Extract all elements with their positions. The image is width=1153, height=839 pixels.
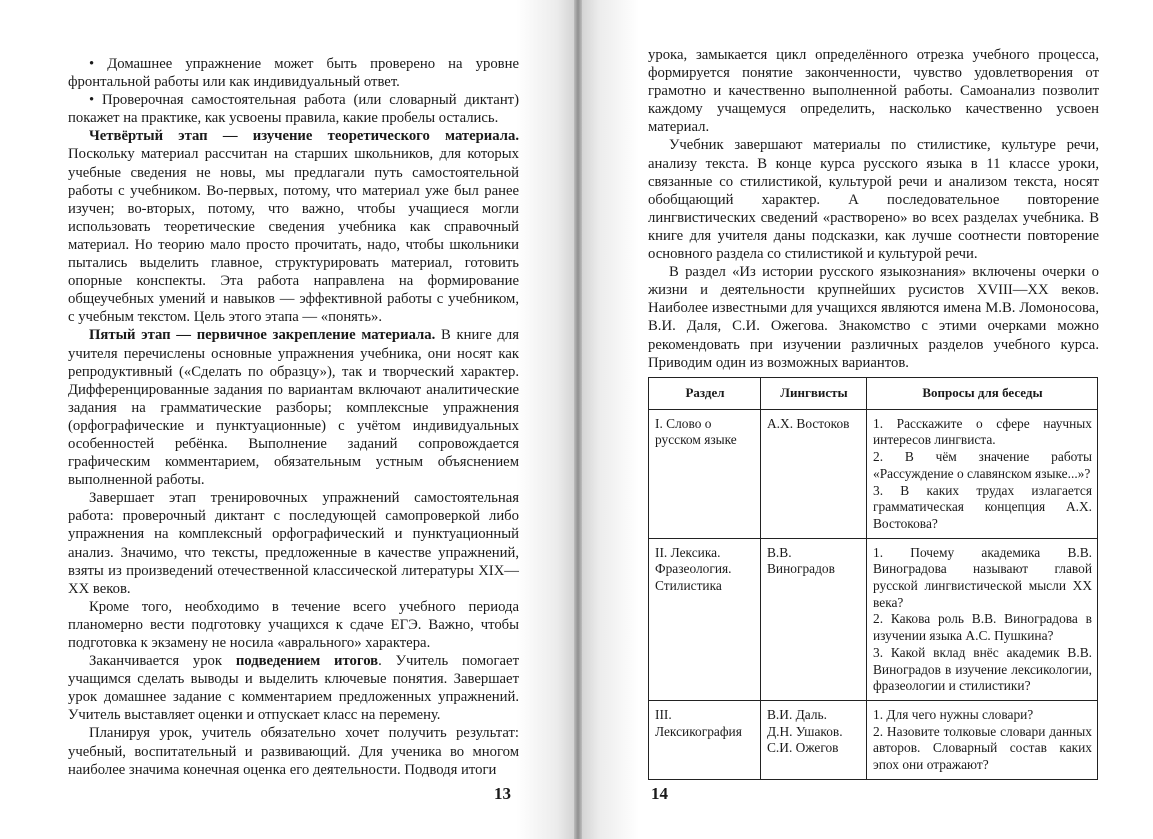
question: 2. Какова роль В.В. Виноградова в изучении языка А.С. Пушкина? [873, 611, 1092, 644]
paragraph: Четвёртый этап — изучение теоретического материала. Поскольку материал рассчитан на старших школьников, для которых учебные сведения не новы, мы предлагали путь самостоятельной работы с учебником. Во-первых, потому, что материал уже был ранее изучен; во-вторых, потому, что важно, чтобы учащиеся могли использовать теоретические сведения учебника как справочный материал. Но теорию мало просто прочитать, надо, чтобы школьники пытались выделить главное, структурировать материал, готовить опорные конспекты. Эта работа направлена на формирование общеучебных умений и навыков — эффективной работы с учебником, с учебным текстом. Цель этого этапа — «понять». [68, 128, 519, 326]
paragraph: Завершает этап тренировочных упражнений самостоятельная работа: проверочный диктант с последующей самопроверкой либо упражнения на комплексный орфографический и пунктуационный анализ. Значимо, что тексты, предложенные в качестве упражнений, взяты из произведений отечественной классической литературы XIX—XX веков. [68, 490, 519, 597]
questions-cell [867, 700, 1098, 779]
lesson-plan-table [648, 377, 1098, 780]
right-page-text [648, 46, 1099, 372]
question: 3. Какой вклад внёс академик В.В. Виноградов в изучение лексикологии, фразеологии и стилистики? [873, 644, 1092, 694]
linguist-name: В.И. Даль. [767, 706, 827, 722]
paragraph: Кроме того, необходимо в течение всего учебного периода планомерно вести подготовку учащихся к сдаче ЕГЭ. Важно, чтобы подготовка к экзамену не носила «аврального» характера. [68, 598, 519, 651]
stage-heading: Пятый этап — первичное закрепление материала. [89, 327, 436, 344]
page-number-left: 13 [494, 784, 511, 803]
stage-heading: Четвёртый этап — изучение теоретического материала. [89, 128, 519, 145]
linguist-name: Д.Н. Ушаков. [767, 723, 843, 739]
table-row [649, 409, 1098, 538]
paragraph: Заканчивается урок подведением итогов. Учитель помогает учащимся сделать выводы и выделить ключевые понятия. Завершает урок домашнее задание с комментарием предложенных упражнений. Учитель выставляет оценки и отпускает класс на перемену. [68, 653, 519, 724]
paragraph: урока, замыкается цикл определённого отрезка учебного процесса, формируется понятие законченности, чувство удовлетворения от грамотно и качественно выполненной работы. Самоанализ позволит каждому учащемуся определить, насколько качественно усвоен материал. [648, 47, 1099, 136]
page-number-right: 14 [651, 784, 668, 803]
paragraph: Планируя урок, учитель обязательно хочет получить результат: учебный, воспитательный и развивающий. Для ученика во многом наиболее значима конечная оценка его деятельности. Подводя итоги [68, 725, 519, 778]
header-section: Раздел [649, 378, 761, 410]
paragraph: Пятый этап — первичное закрепление материала. В книге для учителя перечислены основные упражнения учебника, они носят как репродуктивный («Сделать по образцу»), так и творческий характер. Дифференцированные задания по вариантам включают аналитические задания на грамматические разборы; комплексные упражнения (орфографические и пунктуационные) с учётом индивидуальных особенностей ребёнка. Выполнение заданий сопровождается графическим комментарием, обязательным устным объяснением выполненной работы. [68, 327, 519, 489]
bold-term: подведением итогов [235, 653, 379, 670]
linguist-name: В.В. Виноградов [767, 544, 835, 577]
questions-cell [867, 538, 1098, 700]
header-linguists: Лингвисты [761, 378, 867, 410]
linguist-name: С.И. Ожегов [767, 740, 839, 756]
question: 2. Назовите толковые словари данных авторов. Словарный состав каких эпох они отражают? [873, 723, 1092, 773]
book-gutter [574, 0, 582, 839]
paragraph: В раздел «Из истории русского языкознания» включены очерки о жизни и деятельности крупнейших русистов XVIII—XX веков. Наиболее известными для учащихся являются имена М.В. Ломоносова, В.И. Даля, С.И. Ожегова. Знакомство с этими очерками можно рекомендовать при изучении различных разделов учебного курса. Приводим один из возможных вариантов. [648, 264, 1099, 371]
question: 2. В чём значение работы «Рассуждение о славянском языке...»? [873, 449, 1092, 481]
section-cell: II. Лексика. Фразеология. Стилистика [649, 538, 761, 700]
table-row [649, 538, 1098, 700]
question: 3. В каких трудах излагается грамматическая концепция А.Х. Востокова? [873, 482, 1092, 531]
section-cell: I. Слово о русском языке [649, 409, 761, 538]
linguists-cell [761, 700, 867, 779]
table-header-row [649, 378, 1098, 410]
question: 1. Расскажите о сфере научных интересов лингвиста. [873, 415, 1092, 448]
questions-cell [867, 409, 1098, 538]
paragraph: • Домашнее упражнение может быть проверено на уровне фронтальной работы или как индивидуальный ответ. [68, 56, 519, 91]
linguist-name: А.Х. Востоков [767, 415, 850, 431]
header-questions: Вопросы для беседы [867, 378, 1098, 410]
linguists-cell [761, 409, 867, 538]
section-cell: III. Лексикография [649, 700, 761, 779]
table-row [649, 700, 1098, 779]
paragraph: Учебник завершают материалы по стилистике, культуре речи, анализу текста. В конце курса русского языка в 11 классе уроки, связанные со стилистикой, культурой речи и анализом текста, носят обобщающий характер. А последовательное повторение лингвистических сведений «растворено» во всех разделах учебника. В книге для учителя даны подсказки, как лучше соотнести повторение основного раздела со стилистикой и культурой речи. [648, 137, 1099, 263]
left-page-text [68, 55, 519, 779]
question: 1. Почему академика В.В. Виноградова называют главой русской лингвистической мысли XX века? [873, 544, 1092, 610]
question: 1. Для чего нужны словари? [873, 706, 1034, 722]
paragraph: • Проверочная самостоятельная работа (или словарный диктант) покажет на практике, как усвоены правила, какие пробелы остались. [68, 92, 519, 127]
linguists-cell [761, 538, 867, 700]
